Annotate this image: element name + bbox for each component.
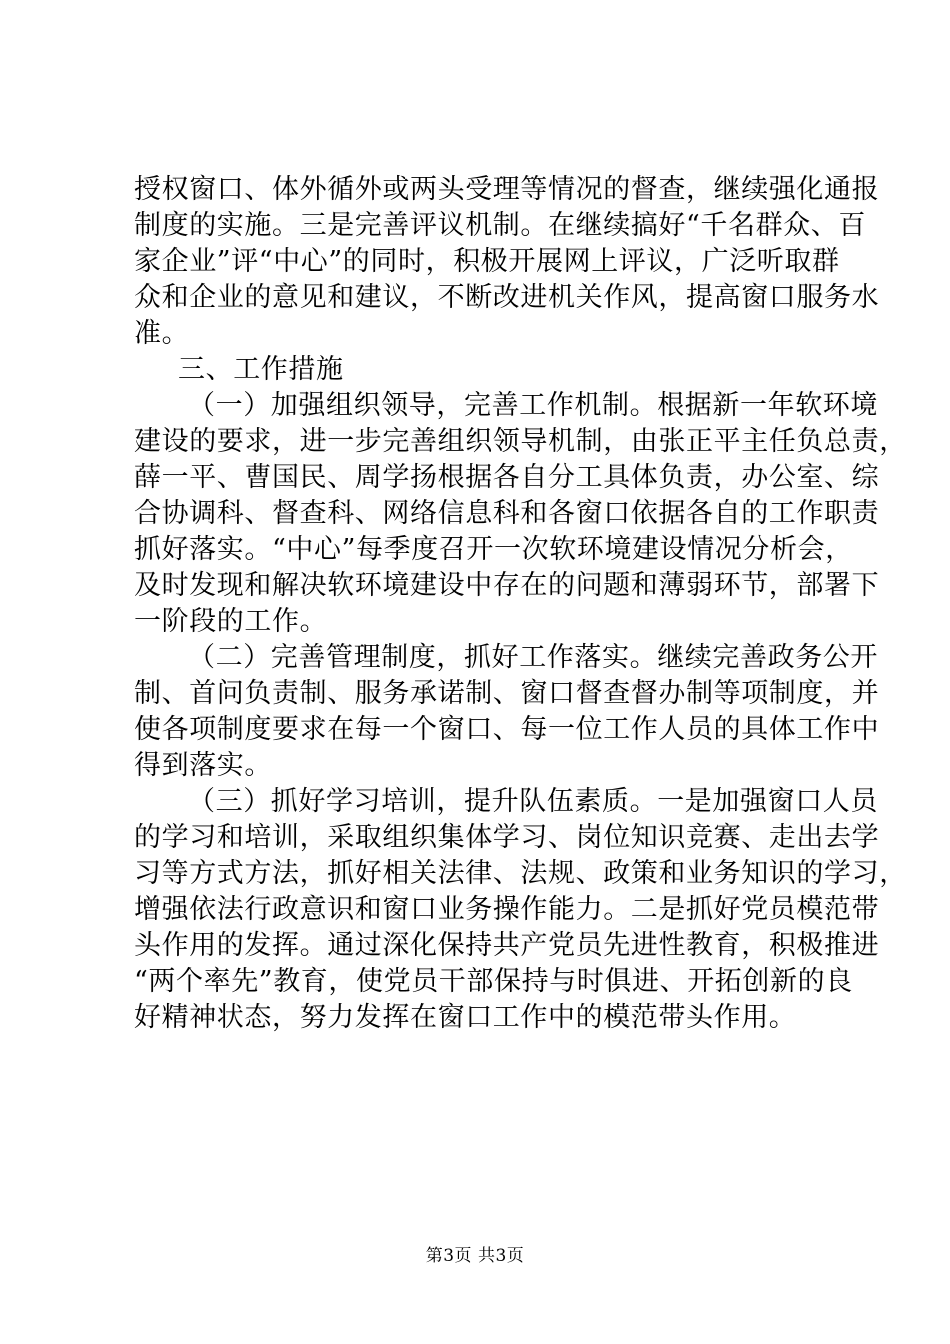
text-line: 抓好落实。“中心”每季度召开一次软环境建设情况分析会， [134,534,853,565]
text-line: 众和企业的意见和建议，不断改进机关作风，提高窗口服务水 [134,282,880,313]
text-line: 制度的实施。三是完善评议机制。在继续搞好“千名群众、百 [134,210,867,241]
text-line: “两个率先”教育，使党员干部保持与时俱进、开拓创新的良 [134,966,853,997]
text-line: 制、首问负责制、服务承诺制、窗口督查督办制等项制度，并 [134,678,880,709]
text-line: 家企业”评“中心”的同时，积极开展网上评议，广泛听取群 [134,246,840,277]
text-line: 得到落实。 [134,750,272,781]
text-line: 使各项制度要求在每一个窗口、每一位工作人员的具体工作中 [134,714,880,745]
text-line: 一阶段的工作。 [134,606,328,637]
text-line: 习等方式方法，抓好相关法律、法规、政策和业务知识的学习， [134,858,907,889]
text-line: 准。 [134,318,190,349]
text-line: 授权窗口、体外循外或两头受理等情况的督查，继续强化通报 [134,174,880,205]
text-line: 薛一平、曹国民、周学扬根据各自分工具体负责，办公室、综 [134,462,880,493]
text-line: 的学习和培训，采取组织集体学习、岗位知识竞赛、走出去学 [134,822,880,853]
text-line: 合协调科、督查科、网络信息科和各窗口依据各自的工作职责 [134,498,880,529]
text-line: 头作用的发挥。通过深化保持共产党员先进性教育，积极推进 [134,930,880,961]
document-body [134,172,907,1036]
text-line: （三）抓好学习培训，提升队伍素质。一是加强窗口人员 [188,786,878,817]
page-footer: 第3页 共3页 [425,1246,525,1266]
text-line: （二）完善管理制度，抓好工作落实。继续完善政务公开 [188,642,878,673]
text-line: 建设的要求，进一步完善组织领导机制，由张正平主任负总责， [134,426,907,457]
section-heading: 三、工作措施 [178,354,344,385]
text-line: （一）加强组织领导，完善工作机制。根据新一年软环境 [188,390,878,421]
text-line: 好精神状态，努力发挥在窗口工作中的模范带头作用。 [134,1002,797,1033]
text-line: 增强依法行政意识和窗口业务操作能力。二是抓好党员模范带 [134,894,880,925]
text-line: 及时发现和解决软环境建设中存在的问题和薄弱环节，部署下 [134,570,880,601]
